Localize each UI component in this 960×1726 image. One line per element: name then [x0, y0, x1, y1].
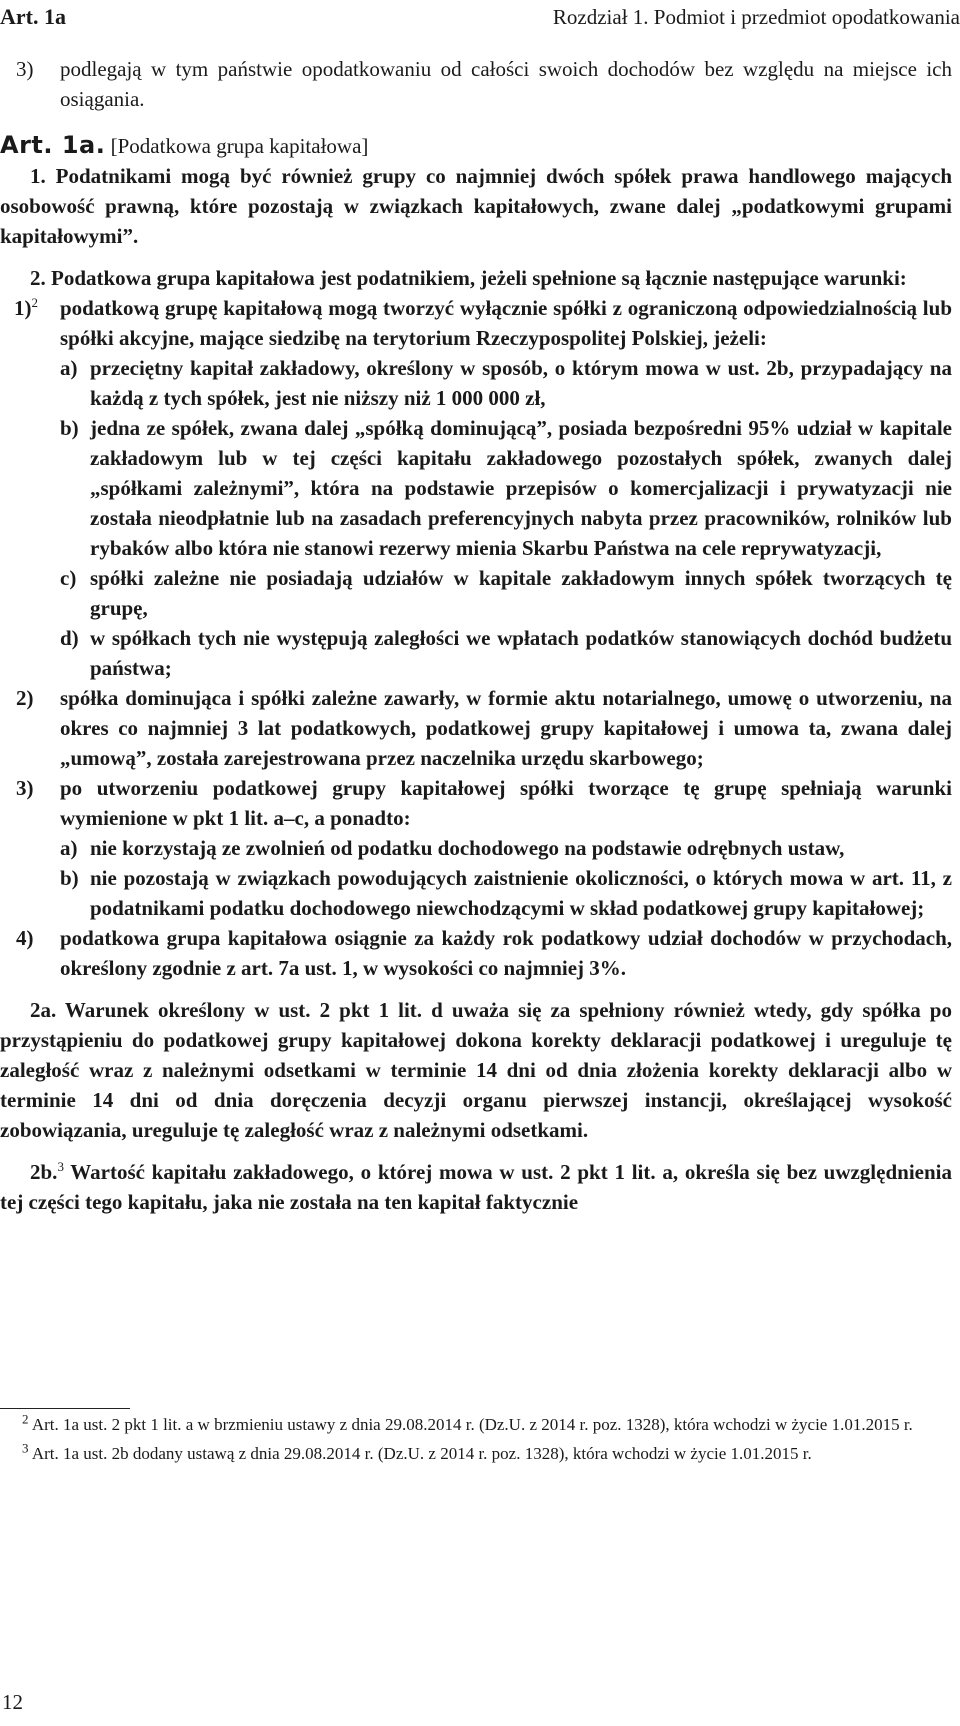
- point-3: [0, 773, 952, 833]
- letter-text: w spółkach tych nie występują zaległości we wpłatach podatków stanowiących dochód budżetu państwa;: [90, 626, 952, 680]
- point-text: podatkową grupę kapitałową mogą tworzyć wyłącznie spółki z ograniczoną odpowiedzialnością lub spółki akcyjne, mające siedzibę na terytorium Rzeczypospolitej Polskiej, jeżeli:: [60, 296, 952, 350]
- letter-b: [0, 413, 952, 563]
- paragraph-2: 2. Podatkowa grupa kapitałowa jest podatnikiem, jeżeli spełnione są łącznie następujące warunki:: [30, 266, 907, 290]
- paragraph-2b: [0, 1157, 952, 1217]
- footnote-divider: [0, 1408, 130, 1409]
- letter-text: nie pozostają w związkach powodujących zaistnienie okoliczności, o których mowa w art. 11, z podatnikami podatku dochodowego niewchodzącymi w skład podatkowej grupy kapitałowej;: [90, 866, 952, 920]
- letter-label: a): [60, 836, 78, 860]
- header-article-ref: Art. 1a: [0, 4, 66, 29]
- article-body: [0, 54, 952, 1217]
- letter-a: [0, 833, 952, 863]
- footnote-number: 3: [22, 1440, 29, 1456]
- article-number: Art. 1a.: [0, 131, 106, 159]
- intro-point: [0, 54, 952, 114]
- footnote-text: Art. 1a ust. 2 pkt 1 lit. a w brzmieniu ustawy z dnia 29.08.2014 r. (Dz.U. z 2014 r. poz. 1328), która wchodzi w życie 1.01.2015 r.: [31, 1415, 913, 1434]
- paragraph-1: 1. Podatnikami mogą być również grupy co najmniej dwóch spółek prawa handlowego mających osobowość prawną, które pozostają w związkach kapitałowych, zwane dalej „podatkowymi grupami kapitałowymi”.: [0, 164, 952, 248]
- footnote-number: 2: [22, 1411, 29, 1427]
- point-label: 1)$^2$: [14, 295, 38, 320]
- article-title: [Podatkowa grupa kapitałowa]: [110, 134, 369, 158]
- footnote-text: Art. 1a ust. 2b dodany ustawą z dnia 29.08.2014 r. (Dz.U. z 2014 r. poz. 1328), która wchodzi w życie 1.01.2015 r.: [31, 1444, 812, 1463]
- letter-label: d): [60, 626, 79, 650]
- running-header: [0, 2, 960, 36]
- paragraph-2a: 2a. Warunek określony w ust. 2 pkt 1 lit. d uważa się za spełniony również wtedy, gdy spółka po przystąpieniu do podatkowej grupy kapitałowej dokona korekty deklaracji podatkowej i ureguluje tę zaległość wraz z należnymi odsetkami w terminie 14 dni od dnia złożenia korekty deklaracji albo w terminie 14 dni od dnia doręczenia decyzji organu pierwszej instancji, określającej wysokość zobowiązania, ureguluje tę zaległość wraz z należnymi odsetkami.: [0, 998, 952, 1142]
- footnote: [0, 1412, 952, 1437]
- page-number: 12: [2, 1690, 23, 1714]
- point-label: 3): [16, 57, 34, 81]
- letter-label: b): [60, 866, 79, 890]
- paragraph-label: 2b.: [30, 1160, 58, 1184]
- letter-label: c): [60, 566, 77, 590]
- point-label: 3): [16, 776, 34, 800]
- point-text: podatkowa grupa kapitałowa osiągnie za każdy rok podatkowy udział dochodów w przychodach, określony zgodnie z art. 7a ust. 1, w wysokości co najmniej 3%.: [60, 926, 952, 980]
- point-label: 4): [16, 926, 34, 950]
- point-4: [0, 923, 952, 983]
- point-text: po utworzeniu podatkowej grupy kapitałowej spółki tworzące tę grupę spełniają warunki wymienione w pkt 1 lit. a–c, a ponadto:: [60, 776, 952, 830]
- footnotes: [0, 1412, 952, 1470]
- letter-d: [0, 623, 952, 683]
- point-1: [0, 293, 952, 353]
- header-chapter-title: Rozdział 1. Podmiot i przedmiot opodatkowania: [552, 5, 960, 29]
- point-text: spółka dominująca i spółki zależne zawarły, w formie aktu notarialnego, umowę o utworzeniu, na okres co najmniej 3 lat podatkowych, podatkowej grupy kapitałowej i umowa ta, zwana dalej „umową”, została zarejestrowana przez naczelnika urzędu skarbowego;: [60, 686, 952, 770]
- point-2: [0, 683, 952, 773]
- paragraph-text: Wartość kapitału zakładowego, o której mowa w ust. 2 pkt 1 lit. a, określa się bez uwzględnienia tej części tego kapitału, jaka nie została na ten kapitał faktycznie: [0, 1160, 952, 1214]
- footnote-ref-3[interactable]: 3: [57, 1159, 64, 1174]
- article-heading: [0, 130, 952, 161]
- letter-label: a): [60, 356, 78, 380]
- letter-b: [0, 863, 952, 923]
- letter-text: jedna ze spółek, zwana dalej „spółką dominującą”, posiada bezpośredni 95% udział w kapitale zakładowym lub w tej części kapitału zakładowego pozostałych spółek, zwanych dalej „spółkami zależnymi”, która na podstawie przepisów o komercjalizacji i prywatyzacji nie została nieodpłatnie lub na zasadach preferencyjnych nabyta przez pracowników, rolników lub rybaków albo która nie stanowi rezerwy mienia Skarbu Państwa na cele reprywatyzacji,: [90, 416, 952, 560]
- point-label: 2): [16, 686, 34, 710]
- letter-text: nie korzystają ze zwolnień od podatku dochodowego na podstawie odrębnych ustaw,: [90, 836, 845, 860]
- footnote: [0, 1441, 952, 1466]
- letter-label: b): [60, 416, 79, 440]
- letter-a: [0, 353, 952, 413]
- letter-text: spółki zależne nie posiadają udziałów w kapitale zakładowym innych spółek tworzących tę grupę,: [90, 566, 952, 620]
- footnote-ref-2[interactable]: 2: [31, 295, 38, 310]
- letter-text: przeciętny kapitał zakładowy, określony w sposób, o którym mowa w ust. 2b, przypadający na każdą z tych spółek, jest nie niższy niż 1 000 000 zł,: [90, 356, 952, 410]
- letter-c: [0, 563, 952, 623]
- point-text: podlegają w tym państwie opodatkowaniu od całości swoich dochodów bez względu na miejsce ich osiągania.: [60, 57, 952, 111]
